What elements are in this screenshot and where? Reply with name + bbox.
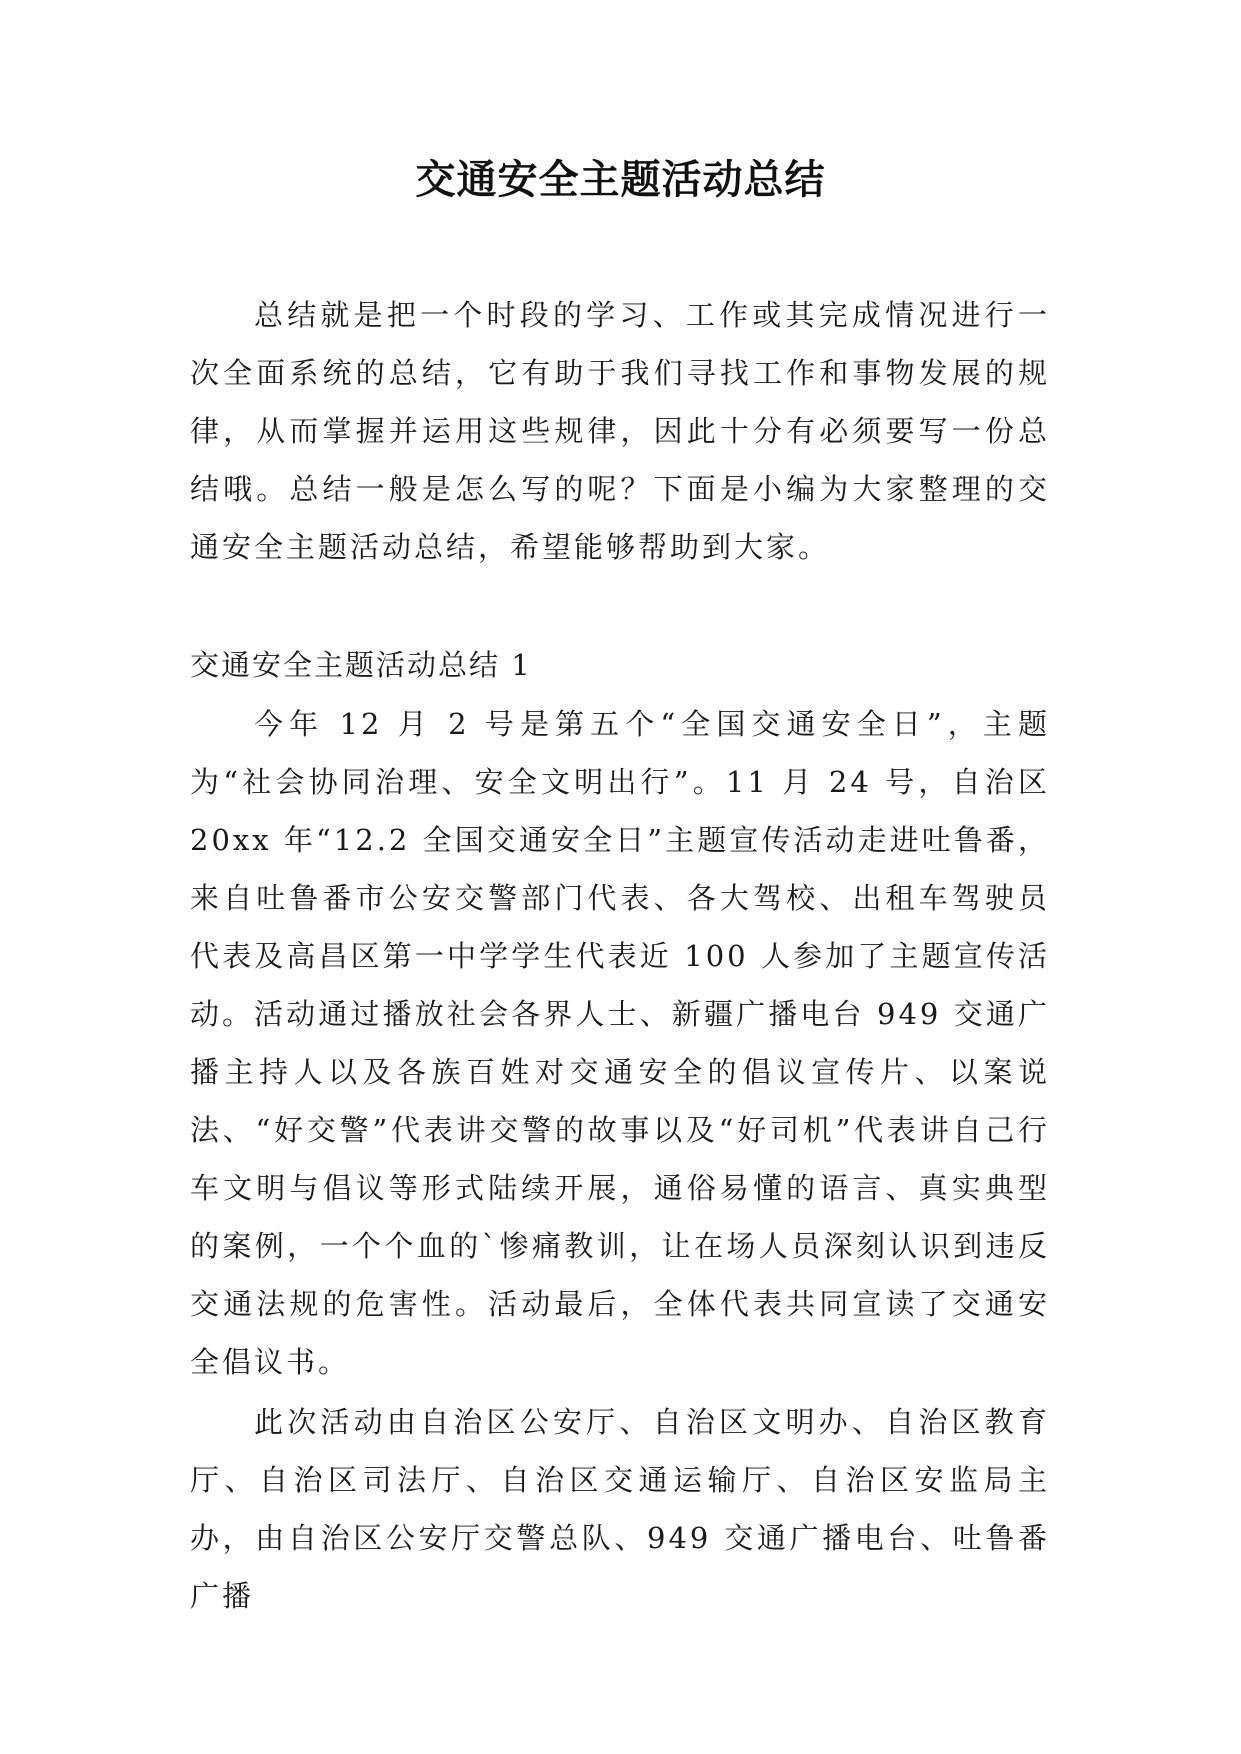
section-heading: 交通安全主题活动总结 1 <box>190 648 532 682</box>
section-paragraph: 此次活动由自治区公安厅、自治区文明办、自治区教育厅、自治区司法厅、自治区交通运输厅、自治区安监局主办，由自治区公安厅交警总队、949 交通广播电台、吐鲁番广播 <box>190 1405 1050 1613</box>
intro-paragraph: 总结就是把一个时段的学习、工作或其完成情况进行一次全面系统的总结，它有助于我们寻找工作和事物发展的规律，从而掌握并运用这些规律，因此十分有必须要写一份总结哦。总结一般是怎么写的呢？下面是小编为大家整理的交通安全主题活动总结，希望能够帮助到大家。 <box>190 298 1050 564</box>
document-title: 交通安全主题活动总结 <box>415 157 826 203</box>
section-paragraph: 活动通过播放社会各界人士、新疆广播电台 949 交通广播主持人以及各族百姓对交通安全的倡议宣传片、以案说法、“好交警”代表讲交警的故事以及“好司机”代表讲自己行车文明与倡议等形式陆续开展，通俗易懂的语言、真实典型的案例，一个个血的`惨痛教训，让在场人员深刻认识到违反交通法规的危害性。活动最后，全体代表共同宣读了交通安全倡议书。 <box>190 997 1050 1379</box>
section-paragraph: 今年 12 月 2 号是第五个“全国交通安全日”，主题为“社会协同治理、安全文明出行”。11 月 24 号，自治区 20xx 年“12.2 全国交通安全日”主题宣传活动走进吐鲁番，来自吐鲁番市公安交警部门代表、各大驾校、出租车驾驶员代表及高昌区第一中学学生代表近 100 人参加了主题宣传活动。 <box>190 707 1050 1031</box>
